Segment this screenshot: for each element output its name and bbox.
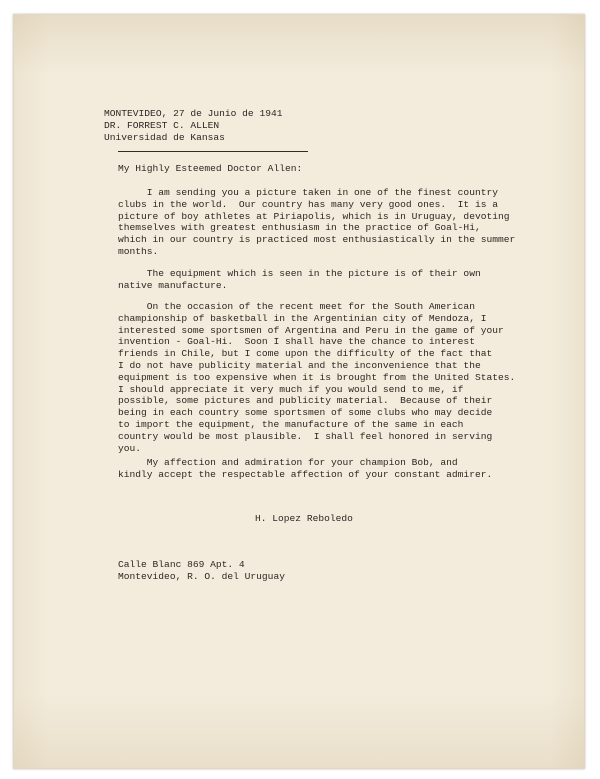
- paragraph-line: to import the equipment, the manufacture of the same in each: [118, 418, 464, 430]
- salutation: My Highly Esteemed Doctor Allen:: [118, 163, 303, 174]
- paragraph-line: invention - Goal-Hi. Soon I shall have the chance to interest: [118, 336, 475, 348]
- paragraph-line: On the occasion of the recent meet for the South American: [118, 301, 475, 312]
- header-recipient-line: DR. FORREST C. ALLEN: [104, 119, 220, 131]
- paragraph-2: [118, 268, 481, 292]
- paragraph-line: I should appreciate it very much if you would send to me, if: [118, 383, 464, 395]
- paragraph-3: [118, 301, 515, 454]
- paragraph-line: equipment is too expensive when it is brought from the United States.: [118, 371, 516, 383]
- paragraph-line: My affection and admiration for your champion Bob, and: [118, 457, 458, 468]
- paragraph-line: being in each country some sportsmen of some clubs who may decide: [118, 407, 493, 419]
- paragraph-line: I do not have publicity material and the inconvenience that the: [118, 359, 481, 371]
- letter-header: [104, 108, 282, 143]
- paragraph-line: I am sending you a picture taken in one of the finest country: [118, 187, 498, 198]
- paragraph-line: clubs in the world. Our country has many very good ones. It is a: [118, 198, 498, 210]
- paragraph-line: friends in Chile, but I come upon the difficulty of the fact that: [118, 348, 493, 360]
- paragraph-line: possible, some pictures and publicity material. Because of their: [118, 395, 493, 407]
- address-street-line: Calle Blanc 869 Apt. 4: [118, 559, 245, 570]
- sender-address: [118, 559, 285, 583]
- paragraph-line: native manufacture.: [118, 279, 228, 291]
- paragraph-line: themselves with greatest enthusiasm in the practice of Goal-Hi,: [118, 222, 481, 234]
- address-city-line: Montevideo, R. O. del Uruguay: [118, 570, 285, 582]
- paragraph-line: picture of boy athletes at Piriapolis, which is in Uruguay, devoting: [118, 210, 510, 222]
- paragraph-line: interested some sportsmen of Argentina and Peru in the game of your: [118, 324, 504, 336]
- paragraph-1: [118, 187, 515, 258]
- header-divider: [118, 151, 308, 152]
- paragraph-line: kindly accept the respectable affection of your constant admirer.: [118, 468, 493, 480]
- header-date-line: MONTEVIDEO, 27 de Junio de 1941: [104, 108, 283, 119]
- signature-name: H. Lopez Reboledo: [255, 513, 353, 524]
- paragraph-line: which in our country is practiced most enthusiastically in the summer: [118, 234, 516, 246]
- paragraph-line: country would be most plausible. I shall feel honored in serving: [118, 430, 493, 442]
- paragraph-line: months.: [118, 245, 159, 257]
- header-institution-line: Universidad de Kansas: [104, 131, 225, 143]
- paragraph-4: [118, 457, 492, 481]
- paragraph-line: The equipment which is seen in the picture is of their own: [118, 268, 481, 279]
- paragraph-line: you.: [118, 442, 142, 454]
- paragraph-line: championship of basketball in the Argentinian city of Mendoza, I: [118, 312, 487, 324]
